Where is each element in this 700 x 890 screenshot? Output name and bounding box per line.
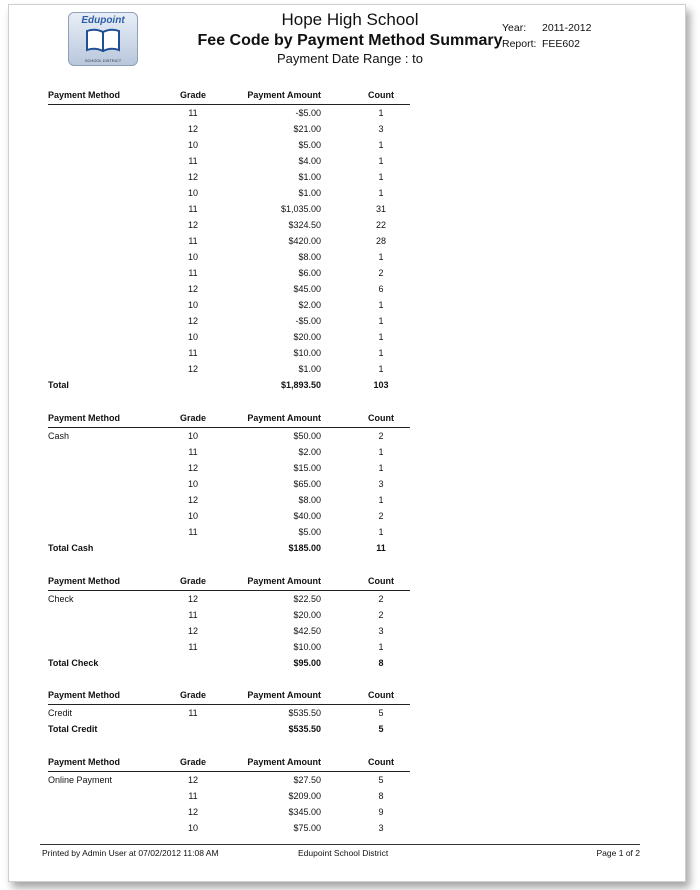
grade-cell: 12 xyxy=(187,495,198,505)
amount-cell: -$5.00 xyxy=(295,108,321,118)
payment-section xyxy=(48,757,410,836)
total-label: Total xyxy=(48,380,69,390)
logo-subtext: SCHOOL DISTRICT xyxy=(84,58,122,63)
amount-cell: $5.00 xyxy=(298,527,321,537)
amount-cell: $40.00 xyxy=(293,511,321,521)
payment-amount-header: Payment Amount xyxy=(247,413,321,423)
amount-cell: $1.00 xyxy=(298,188,321,198)
table-row xyxy=(48,297,410,313)
grade-cell: 11 xyxy=(188,527,198,537)
printed-by: Printed by Admin User at 07/02/2012 11:08 AM xyxy=(42,848,219,858)
amount-cell: -$5.00 xyxy=(295,316,321,326)
count-cell: 6 xyxy=(378,284,384,294)
count-cell: 2 xyxy=(378,594,384,604)
table-row xyxy=(48,137,410,153)
table-row xyxy=(48,281,410,297)
amount-cell: $6.00 xyxy=(298,268,321,278)
payment-method-header: Payment Method xyxy=(48,757,121,767)
count-cell: 1 xyxy=(378,156,384,166)
year-label: Year: xyxy=(502,22,527,34)
count-header: Count xyxy=(368,576,394,586)
grade-cell: 12 xyxy=(187,284,198,294)
count-cell: 1 xyxy=(378,108,384,118)
total-label: Total Check xyxy=(48,658,99,668)
grade-cell: 11 xyxy=(188,791,198,801)
table-row xyxy=(48,217,410,233)
table-row xyxy=(48,428,410,444)
year-value: 2011-2012 xyxy=(542,22,592,34)
table-row xyxy=(48,804,410,820)
count-cell: 2 xyxy=(378,610,384,620)
total-count: 11 xyxy=(376,543,386,553)
table-row xyxy=(48,820,410,836)
count-cell: 3 xyxy=(378,626,384,636)
total-row xyxy=(48,540,410,556)
payment-method-cell: Online Payment xyxy=(48,775,113,785)
total-row xyxy=(48,721,410,737)
grade-cell: 11 xyxy=(188,642,198,652)
count-cell: 1 xyxy=(378,332,384,342)
amount-cell: $10.00 xyxy=(293,642,321,652)
grade-cell: 12 xyxy=(187,220,198,230)
grade-header: Grade xyxy=(179,90,206,100)
page-number: Page 1 of 2 xyxy=(596,848,640,858)
grade-header: Grade xyxy=(179,757,206,767)
table-row xyxy=(48,623,410,639)
grade-header: Grade xyxy=(179,690,206,700)
count-cell: 1 xyxy=(378,172,384,182)
grade-cell: 12 xyxy=(187,775,198,785)
logo-text: Edupoint xyxy=(81,15,125,26)
table-row xyxy=(48,772,410,788)
school-name: Hope High School xyxy=(281,10,419,29)
amount-cell: $1,035.00 xyxy=(280,204,321,214)
count-cell: 22 xyxy=(375,220,386,230)
count-cell: 1 xyxy=(378,364,384,374)
total-count: 103 xyxy=(373,380,389,390)
amount-cell: $50.00 xyxy=(293,431,321,441)
payment-section xyxy=(48,413,410,556)
count-header: Count xyxy=(368,413,394,423)
grade-cell: 11 xyxy=(188,348,198,358)
payment-section xyxy=(48,90,410,393)
count-cell: 8 xyxy=(378,791,384,801)
grade-cell: 11 xyxy=(188,108,198,118)
payment-date-range: Payment Date Range : to xyxy=(277,51,423,66)
report-value: FEE602 xyxy=(542,38,580,50)
grade-cell: 11 xyxy=(188,268,198,278)
count-cell: 2 xyxy=(378,511,384,521)
table-row xyxy=(48,185,410,201)
count-cell: 5 xyxy=(378,708,384,718)
count-cell: 1 xyxy=(378,252,384,262)
table-row xyxy=(48,591,410,607)
count-cell: 1 xyxy=(378,495,384,505)
grade-cell: 10 xyxy=(187,252,198,262)
grade-cell: 11 xyxy=(188,236,198,246)
count-cell: 9 xyxy=(378,807,384,817)
payment-section xyxy=(48,690,410,737)
count-header: Count xyxy=(368,757,394,767)
total-count: 8 xyxy=(378,658,384,668)
report-label: Report: xyxy=(502,38,537,50)
count-cell: 2 xyxy=(378,268,384,278)
amount-cell: $45.00 xyxy=(293,284,321,294)
total-row xyxy=(48,377,410,393)
count-cell: 1 xyxy=(378,447,384,457)
total-count: 5 xyxy=(378,724,384,734)
grade-cell: 11 xyxy=(188,708,198,718)
table-row xyxy=(48,329,410,345)
grade-cell: 11 xyxy=(188,156,198,166)
count-header: Count xyxy=(368,690,394,700)
amount-cell: $2.00 xyxy=(298,300,321,310)
table-row xyxy=(48,508,410,524)
column-header-row xyxy=(48,576,410,591)
count-cell: 31 xyxy=(375,204,386,214)
amount-cell: $20.00 xyxy=(293,610,321,620)
payment-method-cell: Check xyxy=(48,594,74,604)
total-label: Total Credit xyxy=(48,724,98,734)
total-amount: $535.50 xyxy=(288,724,321,734)
count-cell: 3 xyxy=(378,479,384,489)
payment-amount-header: Payment Amount xyxy=(247,90,321,100)
grade-cell: 10 xyxy=(187,823,198,833)
count-cell: 1 xyxy=(378,140,384,150)
table-row xyxy=(48,705,410,721)
count-cell: 1 xyxy=(378,527,384,537)
table-row xyxy=(48,121,410,137)
payment-method-header: Payment Method xyxy=(48,413,121,423)
district-name: Edupoint School District xyxy=(298,848,389,858)
table-row xyxy=(48,444,410,460)
table-row xyxy=(48,233,410,249)
amount-cell: $209.00 xyxy=(288,791,321,801)
amount-cell: $42.50 xyxy=(293,626,321,636)
table-row xyxy=(48,492,410,508)
grade-cell: 12 xyxy=(187,463,198,473)
payment-amount-header: Payment Amount xyxy=(247,757,321,767)
grade-cell: 10 xyxy=(187,332,198,342)
amount-cell: $27.50 xyxy=(293,775,321,785)
table-row xyxy=(48,476,410,492)
table-row xyxy=(48,524,410,540)
grade-cell: 12 xyxy=(187,594,198,604)
amount-cell: $20.00 xyxy=(293,332,321,342)
amount-cell: $1.00 xyxy=(298,364,321,374)
payment-section xyxy=(48,576,410,671)
grade-cell: 12 xyxy=(187,316,198,326)
total-row xyxy=(48,655,410,671)
report-title: Fee Code by Payment Method Summary xyxy=(197,32,503,49)
payment-method-cell: Cash xyxy=(48,431,70,441)
column-header-row xyxy=(48,90,410,105)
grade-header: Grade xyxy=(179,576,206,586)
amount-cell: $75.00 xyxy=(293,823,321,833)
count-cell: 2 xyxy=(378,431,384,441)
table-row xyxy=(48,201,410,217)
grade-cell: 12 xyxy=(187,626,198,636)
total-amount: $95.00 xyxy=(293,658,321,668)
count-cell: 1 xyxy=(378,348,384,358)
amount-cell: $4.00 xyxy=(298,156,321,166)
grade-header: Grade xyxy=(179,413,206,423)
table-row xyxy=(48,265,410,281)
count-cell: 3 xyxy=(378,124,384,134)
payment-amount-header: Payment Amount xyxy=(247,690,321,700)
amount-cell: $21.00 xyxy=(293,124,321,134)
report-footer xyxy=(40,844,640,859)
amount-cell: $8.00 xyxy=(298,495,321,505)
grade-cell: 12 xyxy=(187,124,198,134)
amount-cell: $5.00 xyxy=(298,140,321,150)
amount-cell: $15.00 xyxy=(293,463,321,473)
count-cell: 1 xyxy=(378,188,384,198)
table-row xyxy=(48,607,410,623)
payment-amount-header: Payment Amount xyxy=(247,576,321,586)
grade-cell: 12 xyxy=(187,807,198,817)
table-row xyxy=(48,361,410,377)
grade-cell: 11 xyxy=(188,447,198,457)
table-row xyxy=(48,639,410,655)
grade-cell: 11 xyxy=(188,610,198,620)
amount-cell: $2.00 xyxy=(298,447,321,457)
count-cell: 5 xyxy=(378,775,384,785)
grade-cell: 10 xyxy=(187,511,198,521)
total-amount: $1,893.50 xyxy=(280,380,321,390)
grade-cell: 10 xyxy=(187,188,198,198)
table-row xyxy=(48,345,410,361)
grade-cell: 12 xyxy=(187,364,198,374)
grade-cell: 10 xyxy=(187,140,198,150)
year-field xyxy=(502,22,592,34)
table-row xyxy=(48,105,410,121)
total-amount: $185.00 xyxy=(288,543,321,553)
count-cell: 28 xyxy=(375,236,386,246)
grade-cell: 10 xyxy=(187,431,198,441)
column-header-row xyxy=(48,757,410,772)
column-header-row xyxy=(48,690,410,705)
count-cell: 1 xyxy=(378,463,384,473)
table-row xyxy=(48,788,410,804)
count-cell: 1 xyxy=(378,300,384,310)
table-row xyxy=(48,249,410,265)
report-code-field xyxy=(502,38,580,50)
amount-cell: $1.00 xyxy=(298,172,321,182)
amount-cell: $535.50 xyxy=(288,708,321,718)
table-row xyxy=(48,313,410,329)
amount-cell: $10.00 xyxy=(293,348,321,358)
count-header: Count xyxy=(368,90,394,100)
amount-cell: $420.00 xyxy=(288,236,321,246)
payment-method-header: Payment Method xyxy=(48,690,121,700)
payment-method-header: Payment Method xyxy=(48,576,121,586)
table-row xyxy=(48,169,410,185)
grade-cell: 12 xyxy=(187,172,198,182)
table-row xyxy=(48,153,410,169)
amount-cell: $8.00 xyxy=(298,252,321,262)
count-cell: 1 xyxy=(378,316,384,326)
count-cell: 1 xyxy=(378,642,384,652)
amount-cell: $324.50 xyxy=(288,220,321,230)
total-label: Total Cash xyxy=(48,543,94,553)
grade-cell: 10 xyxy=(187,479,198,489)
payment-method-header: Payment Method xyxy=(48,90,121,100)
amount-cell: $345.00 xyxy=(288,807,321,817)
column-header-row xyxy=(48,413,410,428)
amount-cell: $65.00 xyxy=(293,479,321,489)
count-cell: 3 xyxy=(378,823,384,833)
table-row xyxy=(48,460,410,476)
grade-cell: 11 xyxy=(188,204,198,214)
amount-cell: $22.50 xyxy=(293,594,321,604)
grade-cell: 10 xyxy=(187,300,198,310)
payment-method-cell: Credit xyxy=(48,708,73,718)
